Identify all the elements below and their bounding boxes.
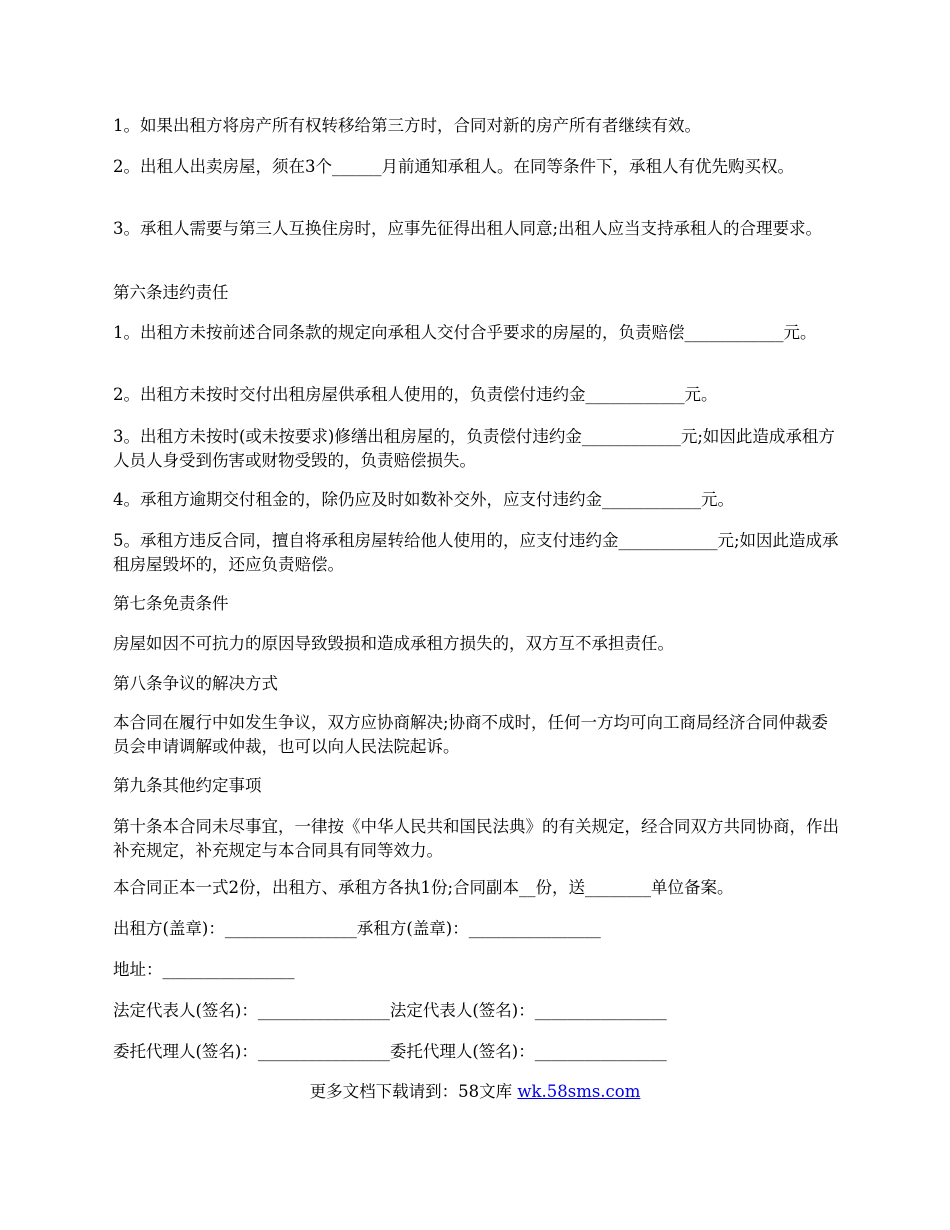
clause-6-1: 1。出租方未按前述合同条款的规定向承租人交付合乎要求的房屋的，负责赔偿____________元。 <box>113 323 817 342</box>
clause-6-4: 4。承租方逾期交付租金的，除仍应及时如数补交外，应支付违约金____________元。 <box>113 490 734 509</box>
footer-text: 更多文档下载请到：58文库 <box>309 1082 513 1101</box>
signature-lessor-lessee-seal: 出租方(盖章)：________________承租方(盖章)：________________ <box>113 919 601 938</box>
signature-address: 地址：________________ <box>113 960 295 979</box>
clause-6-2: 2。出租方未按时交付出租房屋供承租人使用的，负责偿付违约金____________元。 <box>113 385 718 404</box>
article-7-body: 房屋如因不可抗力的原因导致毁损和造成承租方损失的，双方互不承担责任。 <box>113 634 674 653</box>
article-9-heading: 第九条其他约定事项 <box>113 776 262 795</box>
article-10-body: 第十条本合同未尽事宜，一律按《中华人民共和国民法典》的有关规定，经合同双方共同协商，作出补充规定，补充规定与本合同具有同等效力。 <box>113 817 839 860</box>
clause-5-1: 1。如果出租方将房产所有权转移给第三方时，合同对新的房产所有者继续有效。 <box>113 116 701 135</box>
clause-5-2: 2。出租人出卖房屋，须在3个______月前通知承租人。在同等条件下，承租人有优先购买权。 <box>113 157 794 176</box>
clause-5-3: 3。承租人需要与第三人互换住房时，应事先征得出租人同意;出租人应当支持承租人的合理要求。 <box>113 219 823 238</box>
article-8-body: 本合同在履行中如发生争议，双方应协商解决;协商不成时，任何一方均可向工商局经济合同仲裁委员会申请调解或仲裁，也可以向人民法院起诉。 <box>113 713 829 756</box>
copies-clause: 本合同正本一式2份，出租方、承租方各执1份;合同副本__份，送________单位备案。 <box>113 878 734 897</box>
footer <box>0 1080 950 1104</box>
footer-link[interactable]: wk.58sms.com <box>517 1082 641 1101</box>
article-6-heading: 第六条违约责任 <box>113 283 229 302</box>
clause-6-3: 3。出租方未按时(或未按要求)修缮出租房屋的，负责偿付违约金____________元;如因此造成承租方人员人身受到伤害或财物受毁的，负责赔偿损失。 <box>113 427 835 470</box>
clause-6-5: 5。承租方违反合同，擅自将承租房屋转给他人使用的，应支付违约金____________元;如因此造成承租房屋毁坏的，还应负责赔偿。 <box>113 531 839 574</box>
article-8-heading: 第八条争议的解决方式 <box>113 674 278 693</box>
signature-legal-representative: 法定代表人(签名)：________________法定代表人(签名)：________________ <box>113 1001 667 1020</box>
article-7-heading: 第七条免责条件 <box>113 594 229 613</box>
signature-agent: 委托代理人(签名)：________________委托代理人(签名)：________________ <box>113 1042 667 1061</box>
